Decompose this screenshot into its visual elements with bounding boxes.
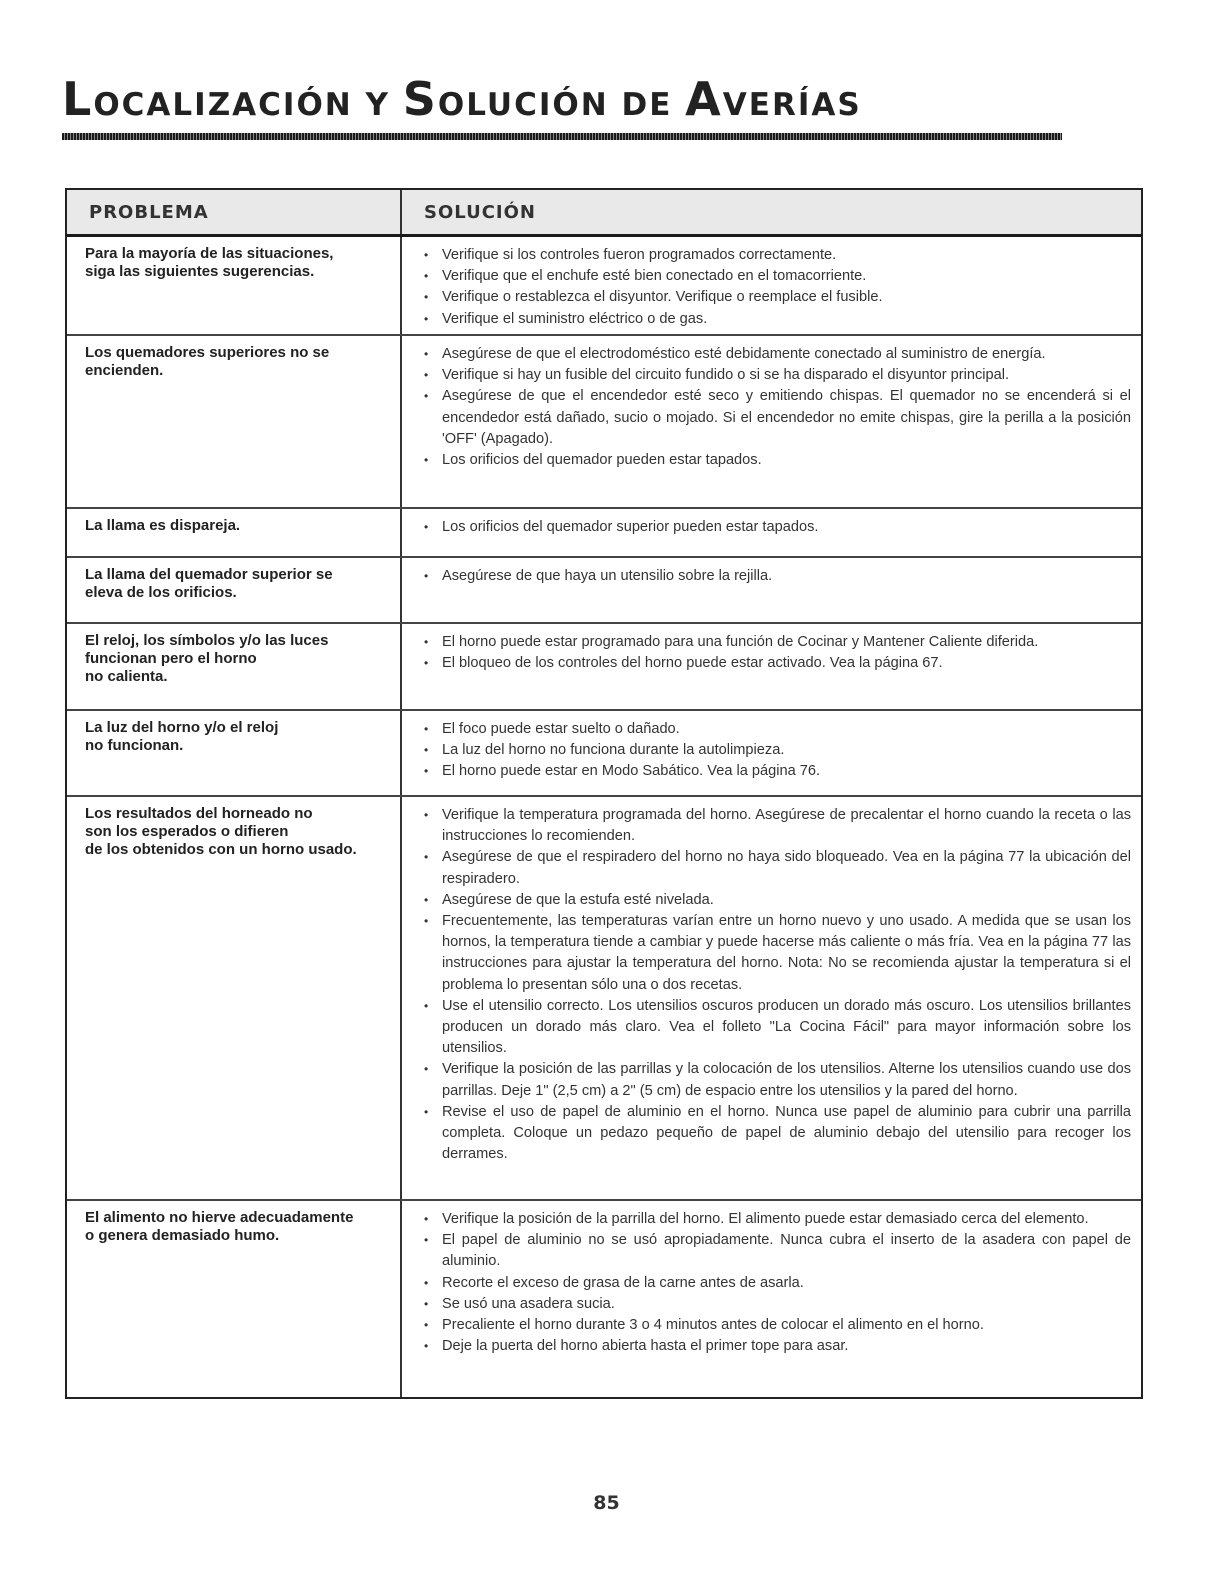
- solution-item: • El foco puede estar suelto o dañado.: [424, 719, 1131, 740]
- title-divider: [62, 133, 1062, 140]
- table-row: [67, 1201, 1141, 1397]
- solution-item: • Verifique si los controles fueron programados correctamente.: [424, 245, 1131, 266]
- table-row: [67, 797, 1141, 1201]
- solution-item: • Frecuentemente, las temperaturas varían entre un horno nuevo y uno usado. A medida que se usan los hornos, la temperatura tiende a cambiar y puede hacerse más caliente o más fría. Vea en la página 77 las instrucciones para ajustar la temperatura del horno. Nota: No se recomienda ajustar la temperatura si el problema lo presentan sólo una o dos recetas.: [424, 911, 1131, 996]
- solution-item: • El bloqueo de los controles del horno puede estar activado. Vea la página 67.: [424, 653, 1131, 674]
- table-row: [67, 509, 1141, 558]
- problem-column-header: PROBLEMA: [67, 190, 402, 234]
- solution-item: • Verifique si hay un fusible del circuito fundido o si se ha disparado el disyuntor principal.: [424, 365, 1131, 386]
- table-body: [67, 237, 1141, 1397]
- solution-item: • Los orificios del quemador superior pueden estar tapados.: [424, 517, 1131, 538]
- solution-list: [402, 797, 1141, 1173]
- solution-list: [402, 336, 1141, 479]
- solution-item: • Precaliente el horno durante 3 o 4 minutos antes de colocar el alimento en el horno.: [424, 1315, 1131, 1336]
- solution-item: • Verifique o restablezca el disyuntor. Verifique o reemplace el fusible.: [424, 287, 1131, 308]
- solution-item: • Verifique que el enchufe esté bien conectado en el tomacorriente.: [424, 266, 1131, 287]
- solution-item: • Se usó una asadera sucia.: [424, 1294, 1131, 1315]
- solution-item: • Recorte el exceso de grasa de la carne antes de asarla.: [424, 1273, 1131, 1294]
- solution-item: • Asegúrese de que el electrodoméstico esté debidamente conectado al suministro de energía.: [424, 344, 1131, 365]
- solution-item: • Los orificios del quemador pueden estar tapados.: [424, 450, 1131, 471]
- solution-cell: [402, 1201, 1141, 1397]
- solution-list: [402, 711, 1141, 791]
- solution-item: • Asegúrese de que el respiradero del horno no haya sido bloqueado. Vea en la página 77 la ubicación del respiradero.: [424, 847, 1131, 889]
- solution-item: • El horno puede estar en Modo Sabático. Vea la página 76.: [424, 761, 1131, 782]
- table-row: [67, 711, 1141, 797]
- solution-item: • Revise el uso de papel de aluminio en el horno. Nunca use papel de aluminio para cubrir una parrilla completa. Coloque un pedazo pequeño de papel de aluminio debajo del utensilio para recoger los derrames.: [424, 1102, 1131, 1166]
- problem-cell: La llama es dispareja.: [67, 509, 402, 556]
- solution-cell: [402, 509, 1141, 556]
- problem-cell: Los resultados del horneado no son los esperados o difieren de los obtenidos con un horno usado.: [67, 797, 402, 1199]
- page-number: 85: [593, 1492, 620, 1514]
- solution-cell: [402, 558, 1141, 622]
- solution-cell: [402, 624, 1141, 709]
- solution-cell: [402, 237, 1141, 334]
- solution-item: • Verifique la posición de la parrilla del horno. El alimento puede estar demasiado cerca del elemento.: [424, 1209, 1131, 1230]
- solution-item: • Asegúrese de que haya un utensilio sobre la rejilla.: [424, 566, 1131, 587]
- solution-cell: [402, 336, 1141, 507]
- solution-cell: [402, 711, 1141, 795]
- problem-cell: El reloj, los símbolos y/o las luces funcionan pero el horno no calienta.: [67, 624, 402, 709]
- solution-item: • El papel de aluminio no se usó apropiadamente. Nunca cubra el inserto de la asadera con papel de aluminio.: [424, 1230, 1131, 1272]
- problem-cell: Los quemadores superiores no se encienden.: [67, 336, 402, 507]
- solution-list: [402, 237, 1141, 338]
- solution-list: [402, 624, 1141, 682]
- table-row: [67, 237, 1141, 336]
- solution-item: • Verifique la temperatura programada del horno. Asegúrese de precalentar el horno cuando la receta o las instrucciones lo recomienden.: [424, 805, 1131, 847]
- problem-cell: La llama del quemador superior se eleva de los orificios.: [67, 558, 402, 622]
- solution-item: • Verifique el suministro eléctrico o de gas.: [424, 309, 1131, 330]
- solution-item: • Use el utensilio correcto. Los utensilios oscuros producen un dorado más oscuro. Los utensilios brillantes producen un dorado más claro. Vea el folleto "La Cocina Fácil" para mayor información sobre los utensilios.: [424, 996, 1131, 1060]
- solution-list: [402, 1201, 1141, 1365]
- table-header: [67, 190, 1141, 237]
- solution-column-header: SOLUCIÓN: [424, 201, 536, 223]
- table-row: [67, 336, 1141, 509]
- problem-cell: El alimento no hierve adecuadamente o genera demasiado humo.: [67, 1201, 402, 1397]
- solution-item: • Deje la puerta del horno abierta hasta el primer tope para asar.: [424, 1336, 1131, 1357]
- solution-item: • La luz del horno no funciona durante la autolimpieza.: [424, 740, 1131, 761]
- solution-cell: [402, 797, 1141, 1199]
- solution-list: [402, 509, 1141, 546]
- page-title: LOCALIZACIÓN Y SOLUCIÓN DE AVERÍAS: [62, 72, 862, 126]
- problem-cell: Para la mayoría de las situaciones, siga las siguientes sugerencias.: [67, 237, 402, 334]
- solution-item: • Asegúrese de que el encendedor esté seco y emitiendo chispas. El quemador no se encenderá si el encendedor está dañado, sucio o mojado. Si el encendedor no emite chispas, gire la perilla a la posición 'OFF' (Apagado).: [424, 386, 1131, 450]
- solution-item: • Asegúrese de que la estufa esté nivelada.: [424, 890, 1131, 911]
- solution-item: • Verifique la posición de las parrillas y la colocación de los utensilios. Alterne los utensilios cuando use dos parrillas. Deje 1" (2,5 cm) a 2" (5 cm) de espacio entre los utensilios y la pared del horno.: [424, 1059, 1131, 1101]
- solution-item: • El horno puede estar programado para una función de Cocinar y Mantener Caliente diferida.: [424, 632, 1131, 653]
- problem-cell: La luz del horno y/o el reloj no funcionan.: [67, 711, 402, 795]
- table-row: [67, 558, 1141, 624]
- troubleshooting-table: [65, 188, 1143, 1399]
- solution-list: [402, 558, 1141, 595]
- table-row: [67, 624, 1141, 711]
